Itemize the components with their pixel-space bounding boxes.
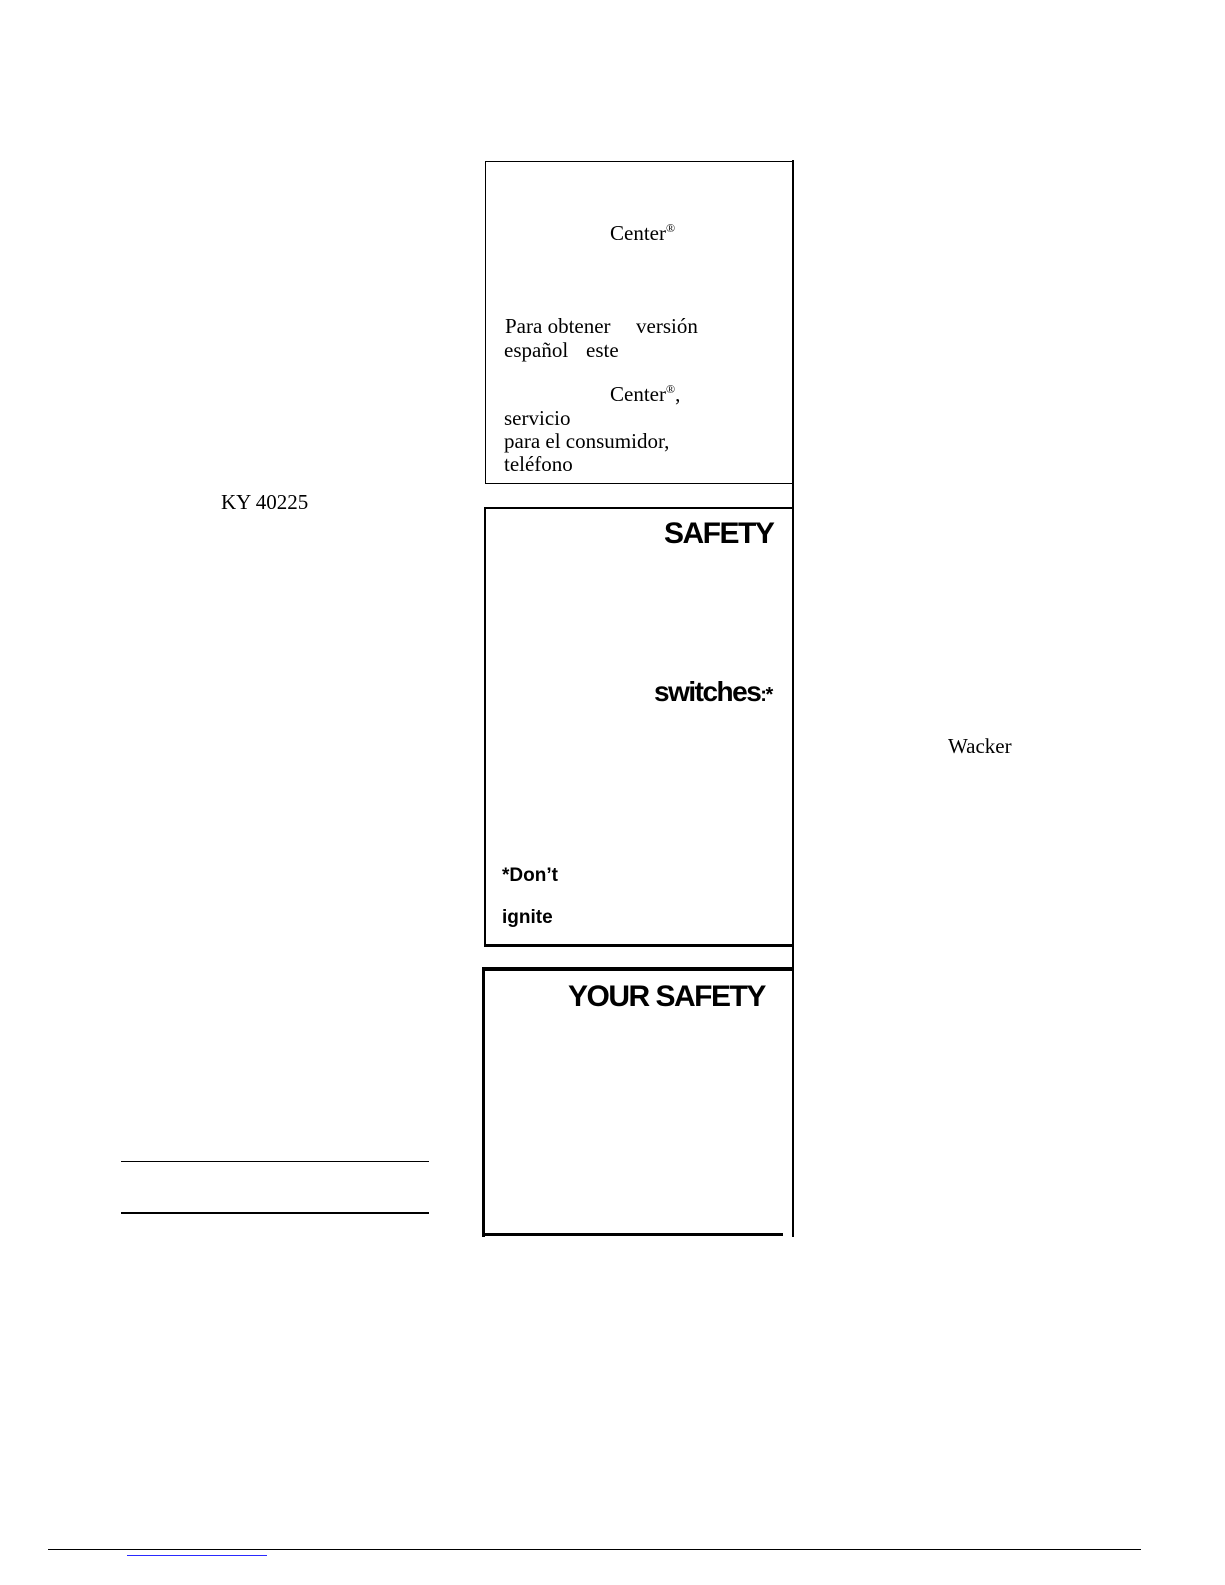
box2-bottom-rule xyxy=(484,944,794,947)
center-text: Center® xyxy=(610,221,676,245)
box2-left-rule xyxy=(484,507,486,946)
footnote-ignite: ignite xyxy=(502,907,553,928)
footnote-dont: *Don’t xyxy=(502,865,558,886)
box2-top-rule xyxy=(484,507,794,509)
spanish-line-3: Center®, xyxy=(610,382,681,406)
your-safety-heading: YOUR SAFETY xyxy=(568,980,765,1013)
spanish-line-2a: español xyxy=(504,338,569,362)
spanish-line-1a: Para obtener xyxy=(505,314,611,338)
wacker-text: Wacker xyxy=(948,734,1012,758)
safety-heading: SAFETY xyxy=(664,517,774,550)
spanish-line-5: para el consumidor, xyxy=(504,429,670,453)
spanish-line-2b: este xyxy=(586,338,619,362)
footer-link-underline[interactable] xyxy=(127,1555,267,1556)
box3-left-rule xyxy=(482,971,485,1237)
spanish-line-6: teléfono xyxy=(504,452,573,476)
footer-rule xyxy=(48,1549,1141,1550)
rule-bottom xyxy=(121,1212,429,1214)
box3-bottom-rule xyxy=(482,1233,783,1236)
rule-top xyxy=(121,1161,429,1162)
spanish-line-1b: versión xyxy=(636,314,698,338)
zip-code: KY 40225 xyxy=(221,490,309,514)
box3-top-rule xyxy=(482,967,794,971)
switches-text: switches:* xyxy=(654,676,772,707)
spanish-line-4: servicio xyxy=(504,406,571,430)
